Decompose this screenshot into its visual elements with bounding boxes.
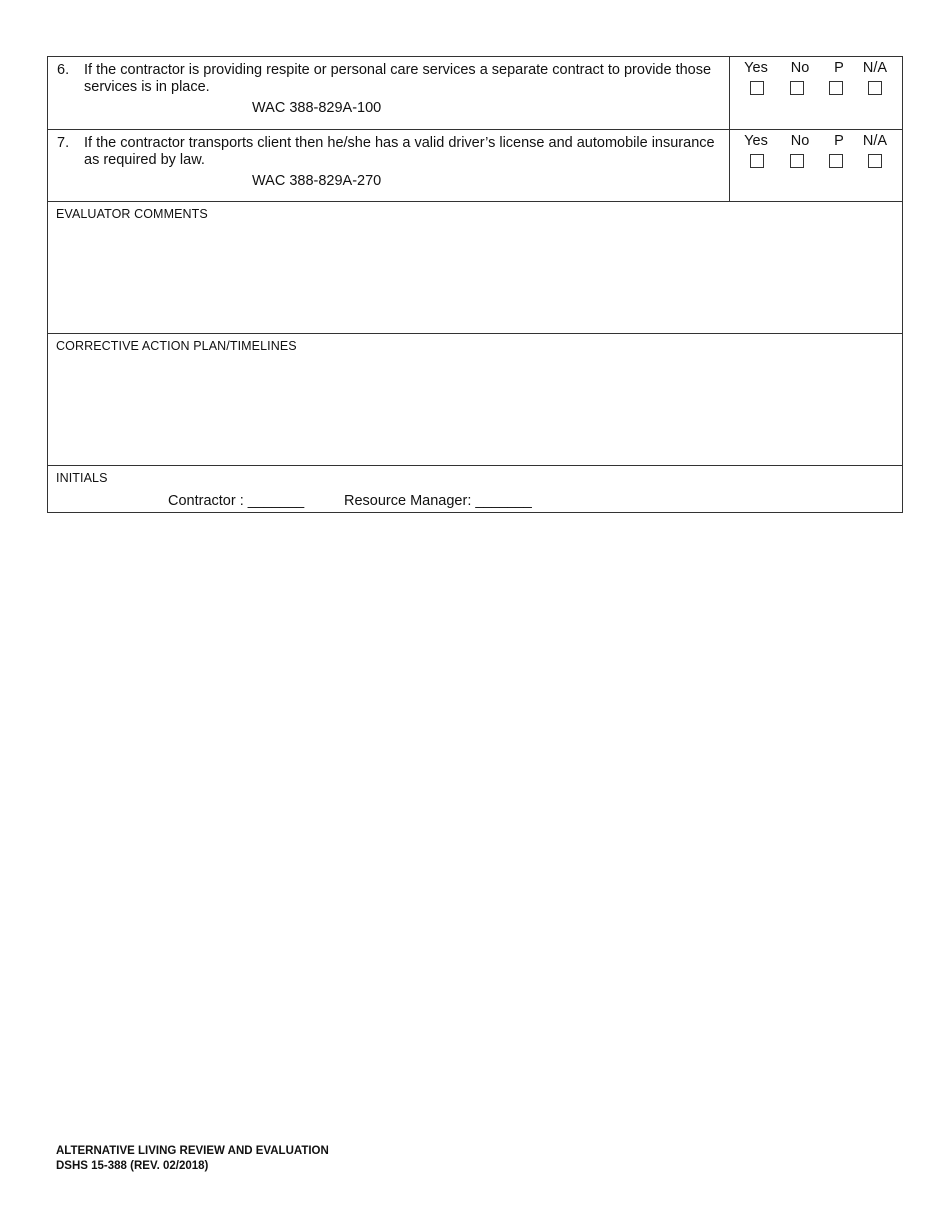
option-label-yes: Yes: [744, 133, 768, 149]
checkbox-p[interactable]: [829, 154, 843, 168]
option-label-na: N/A: [862, 133, 888, 149]
answer-options: [730, 57, 902, 129]
option-label-no: No: [790, 133, 810, 149]
checkbox-na[interactable]: [868, 154, 882, 168]
question-text: If the contractor is providing respite or personal care services a separate contract to provide those services is in place.: [84, 62, 712, 95]
option-label-na: N/A: [862, 60, 888, 76]
wac-reference: WAC 388-829A-270: [252, 173, 382, 189]
checkbox-no[interactable]: [790, 81, 804, 95]
evaluator-comments-section: [48, 202, 902, 334]
question-row-7: [48, 130, 902, 202]
checkbox-no[interactable]: [790, 154, 804, 168]
form-footer: [56, 1144, 329, 1174]
corrective-action-section: [48, 334, 902, 466]
question-text-cell: [48, 130, 730, 201]
wac-reference: WAC 388-829A-100: [252, 100, 382, 116]
form-title: ALTERNATIVE LIVING REVIEW AND EVALUATION: [56, 1145, 329, 1157]
question-text-cell: [48, 57, 730, 129]
resource-manager-initials-field[interactable]: Resource Manager: _______: [344, 493, 532, 509]
question-row-6: [48, 57, 902, 130]
answer-options: [730, 130, 902, 201]
option-label-yes: Yes: [744, 60, 768, 76]
review-form-table: [47, 56, 903, 513]
question-text: If the contractor transports client then he/she has a valid driver’s license and automobile insurance as required by law.: [84, 135, 715, 168]
checkbox-yes[interactable]: [750, 81, 764, 95]
form-number: DSHS 15-388 (REV. 02/2018): [56, 1160, 209, 1172]
question-number: 6.: [57, 62, 70, 78]
corrective-action-label: CORRECTIVE ACTION PLAN/TIMELINES: [56, 339, 297, 353]
initials-section: [48, 466, 902, 512]
option-label-p: P: [834, 60, 844, 76]
contractor-initials-field[interactable]: Contractor : _______: [168, 493, 305, 509]
option-label-p: P: [834, 133, 844, 149]
evaluator-comments-label: EVALUATOR COMMENTS: [56, 207, 208, 221]
question-number: 7.: [57, 135, 70, 151]
initials-label: INITIALS: [56, 471, 108, 485]
option-label-no: No: [790, 60, 810, 76]
checkbox-yes[interactable]: [750, 154, 764, 168]
checkbox-na[interactable]: [868, 81, 882, 95]
checkbox-p[interactable]: [829, 81, 843, 95]
corrective-action-field[interactable]: [56, 356, 894, 459]
evaluator-comments-field[interactable]: [56, 224, 894, 327]
